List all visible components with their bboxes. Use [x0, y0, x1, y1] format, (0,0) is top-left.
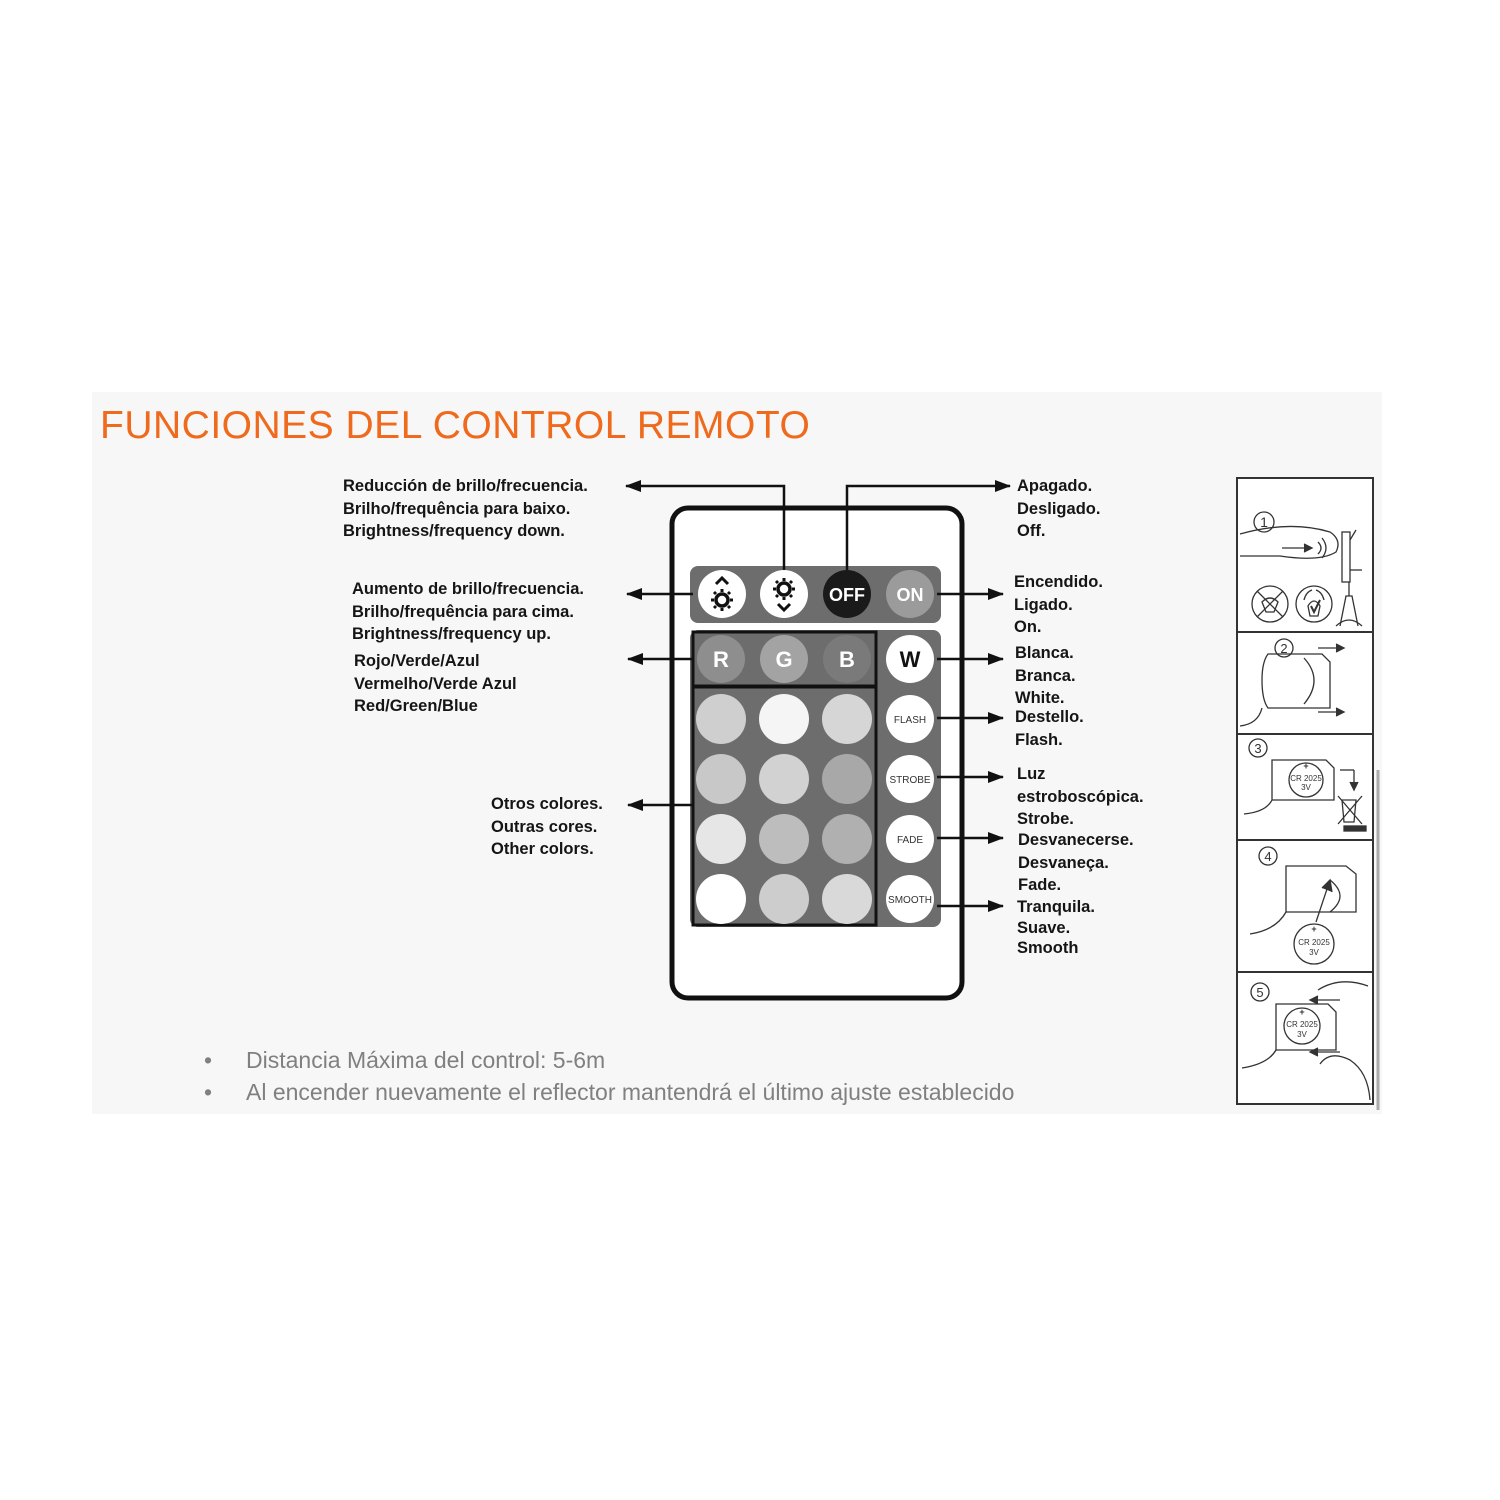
notes-list [204, 1044, 1014, 1108]
color-button[interactable] [822, 754, 872, 804]
callout-white: Blanca. Branca. White. [1015, 644, 1076, 707]
smooth-button-label: SMOOTH [888, 895, 932, 906]
color-button[interactable] [759, 694, 809, 744]
fade-button[interactable] [886, 815, 934, 863]
battery-steps [1237, 478, 1378, 1110]
battery-label-model: CR 2025 [1298, 938, 1330, 947]
color-button[interactable] [696, 754, 746, 804]
callout-brightness-down: Reducción de brillo/frecuencia. Brilho/frequência para baixo. Brightness/frequency down. [343, 477, 588, 540]
color-button[interactable] [696, 874, 746, 924]
color-button[interactable] [759, 874, 809, 924]
step-number: 5 [1256, 985, 1264, 1000]
callout-other-colors: Otros colores. Outras cores. Other colors. [491, 795, 603, 858]
note-item [204, 1044, 1014, 1076]
callout-flash: Destello. Flash. [1015, 708, 1084, 749]
blue-button-label: B [839, 647, 855, 672]
white-button[interactable] [886, 635, 934, 683]
battery-plus: + [1299, 1007, 1305, 1017]
color-button[interactable] [759, 814, 809, 864]
callout-fade: Desvanecerse. Desvaneça. Fade. [1018, 831, 1134, 894]
blue-button[interactable] [823, 635, 871, 683]
step-number: 3 [1254, 741, 1262, 756]
brightness-up-button[interactable] [760, 570, 808, 618]
red-button-label: R [713, 647, 729, 672]
step-number: 2 [1280, 641, 1288, 656]
off-button[interactable] [823, 570, 871, 618]
on-button[interactable] [886, 570, 934, 618]
off-button-label: OFF [829, 585, 865, 605]
on-button-label: ON [896, 585, 924, 605]
strobe-button[interactable] [886, 755, 934, 803]
green-button-label: G [775, 647, 793, 672]
battery-plus: + [1311, 924, 1317, 934]
smooth-button[interactable] [886, 875, 934, 923]
battery-label-voltage: 3V [1297, 1030, 1307, 1039]
red-button[interactable] [697, 635, 745, 683]
callout-strobe: Luz estroboscópica. Strobe. [1017, 765, 1144, 828]
color-button[interactable] [759, 754, 809, 804]
color-button[interactable] [822, 814, 872, 864]
bullet: • [204, 1079, 213, 1105]
battery-label-voltage: 3V [1301, 783, 1311, 792]
callout-on: Encendido. Ligado. On. [1014, 573, 1103, 636]
flash-button[interactable] [886, 695, 934, 743]
battery-label-voltage: 3V [1309, 948, 1319, 957]
page-title: FUNCIONES DEL CONTROL REMOTO [100, 404, 811, 447]
callout-smooth: Tranquila. Suave. Smooth [1017, 898, 1095, 957]
battery-label-model: CR 2025 [1286, 1020, 1318, 1029]
strobe-button-label: STROBE [889, 775, 931, 786]
color-button[interactable] [822, 694, 872, 744]
battery-plus: + [1303, 761, 1309, 771]
battery-label-model: CR 2025 [1290, 774, 1322, 783]
step-number: 4 [1264, 849, 1272, 864]
color-button[interactable] [696, 814, 746, 864]
white-button-label: W [899, 647, 921, 672]
brightness-down-button[interactable] [698, 570, 746, 618]
bullet: • [204, 1047, 213, 1073]
callout-brightness-up: Aumento de brillo/frecuencia. Brilho/frequência para cima. Brightness/frequency up. [352, 580, 584, 643]
note-text: Distancia Máxima del control: 5-6m [246, 1047, 606, 1073]
green-button[interactable] [760, 635, 808, 683]
step-number: 1 [1260, 514, 1268, 530]
callout-rgb: Rojo/Verde/Azul Vermelho/Verde Azul Red/Green/Blue [354, 652, 517, 715]
fade-button-label: FADE [896, 835, 924, 846]
color-button[interactable] [822, 874, 872, 924]
flash-button-label: FLASH [893, 715, 927, 726]
note-item [204, 1076, 1014, 1108]
note-text: Al encender nuevamente el reflector mantendrá el último ajuste establecido [246, 1079, 1015, 1105]
color-button[interactable] [696, 694, 746, 744]
callout-off: Apagado. Desligado. Off. [1017, 477, 1101, 540]
